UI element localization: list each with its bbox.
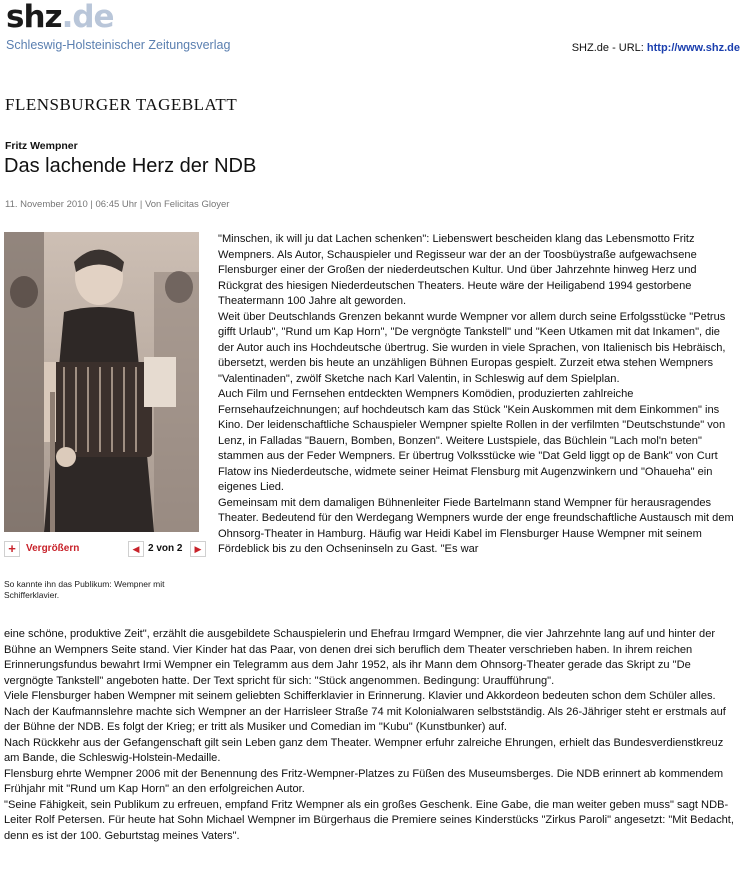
logo-main-text: shz (6, 0, 62, 35)
paragraph: Auch Film und Fernsehen entdeckten Wempners Komödien, produzierten zahlreiche Fernsehaufzeichnungen; auf hochdeutsch kam das Stück "Kein Auskommen mit dem Einkommen" ins Kino. Der leidenschaftliche Schauspieler Wempner spielte Rollen in der verfilmten "Deutschstunde" von Lenz, in Falladas "Bauern, Bomben, Bonzen". Weitere Lustspiele, das Büchlein "Lach mol'n beten" stammen aus der Feder Wempners. Er übertrug Volksstücke wie "Dat Geld liggt op de Bank" von Curt Flatow ins Niederdeutsche, widmete seiner Heimat Flensburg mit Augenzwinkern und "Ohaueha" ein eigenes Lied. (218, 388, 726, 493)
article-photo[interactable] (4, 232, 199, 532)
paragraph: Gemeinsam mit dem damaligen Bühnenleiter Fiede Bartelmann stand Wempner für herausragendes Theater. Bedeutend für den Werdegang Wempners wurde der enge freundschaftliche Austausch mit dem Ohnsorg-Theater in Hamburg. Häufig war Heidi Kabel im Flensburger Hause Wempner mit seinem Fördeblick bis zu den Ochseninseln zu Gast. "Es war (218, 496, 734, 555)
logo-tld-text: .de (61, 0, 114, 35)
logo-subtitle: Schleswig-Holsteinischer Zeitungsverlag (6, 38, 231, 52)
newspaper-name: FLENSBURGER TAGEBLATT (5, 95, 238, 114)
paragraph: Nach Rückkehr aus der Gefangenschaft gilt sein Leben ganz dem Theater. Wempner erfuhr zalreiche Ehrungen, erhielt das Bundesverdienstkreuz am Bande, die Schleswig-Holstein-Medaille. (4, 736, 724, 764)
site-info-prefix: SHZ.de - URL: (571, 42, 647, 54)
article-body-full (4, 627, 738, 844)
site-url-link[interactable]: http://www.shz.de (646, 42, 740, 54)
photo-controls (4, 540, 208, 558)
paragraph: eine schöne, produktive Zeit", erzählt die ausgebildete Schauspielerin und Ehefrau Irmgard Wempner, die vier Jahrzehnte lang auf und hinter der Bühne an Wempners Seite stand. Vier Kinder hat das Paar, von denen drei sich beruflich dem Theater verschrieben haben. In ihrem reichen Erinnerungsfundus bewahrt Irmi Wempner ein Telegramm aus dem Jahr 1952, als ihr Mann dem Ohnsorg-Theater gerade das Skript zu "De vergnögte Tankstell" angeboten hatte. Der Text spricht für sich: "Stück angenommen. Bedingung: Uraufführung". (4, 628, 716, 687)
accordion-player-photo (4, 232, 199, 532)
article-meta: 11. November 2010 | 06:45 Uhr | Von Felicitas Gloyer (5, 199, 230, 210)
article-body-side (218, 232, 738, 558)
article-topic: Fritz Wempner (5, 140, 78, 152)
site-info (572, 42, 740, 54)
plus-icon[interactable]: + (4, 541, 20, 557)
prev-image-button[interactable]: ◀ (128, 541, 144, 557)
article-headline: Das lachende Herz der NDB (4, 155, 257, 177)
site-header (0, 0, 742, 70)
paragraph: "Seine Fähigkeit, sein Publikum zu erfreuen, empfand Fritz Wempner als ein großes Geschenk. Eine Gabe, die man weiter geben muss" sagt NDB-Leiter Rolf Petersen. Für heute hat Sohn Michael Wempner im Bürgerhaus die Premiere seines Kinderstücks "Zirkus Paroli" angesetzt: "Mit Bedacht, denn es ist der 100. Geburtstag meines Vaters". (4, 798, 734, 842)
paragraph: Weit über Deutschlands Grenzen bekannt wurde Wempner vor allem durch seine Erfolgsstücke "Petrus gifft Urlaub", "Rund um Kap Horn", "De vergnögte Tankstell" und "Keen Utkamen mit dat Inkamen", die der Autor auch ins Hochdeutsche übertrug. Sie wurden in viele Sprachen, von Italienisch bis Hebräisch, übersetzt, werden bis heute an unzähligen Bühnen Europas gespielt. Zurzeit etwa stehen Wempners "Valentinaden", zwölf Sketche nach Karl Valentin, in Schleswig auf dem Spielplan. (218, 310, 726, 385)
enlarge-button[interactable]: Vergrößern (26, 543, 80, 554)
photo-caption: So kannte ihn das Publikum: Wempner mit Schifferklavier. (4, 579, 165, 600)
shz-logo[interactable] (6, 2, 114, 33)
image-page-indicator: 2 von 2 (148, 543, 183, 554)
paragraph: "Minschen, ik will ju dat Lachen schenken": Liebenswert bescheiden klang das Lebensmotto Fritz Wempners. Als Autor, Schauspieler und Regisseur war der an der Toosbüystraße aufgewachsene Flensburger einer der Großen der niederdeutschen Kultur. Und über Jahrzehnte hinweg Herz und Rückgrat des hiesigen Niederdeutschen Theaters. Heute wäre der Heiligabend 1994 gestorbene Theatermann 100 Jahre alt geworden. (218, 233, 697, 307)
paragraph: Viele Flensburger haben Wempner mit seinem geliebten Schifferklavier in Erinnerung. Klavier und Akkordeon bedeuten schon dem Schüler alles. Nach der Kaufmannslehre machte sich Wempner an der Harrisleer Straße 74 mit Kolonialwaren selbstständig. Als 26-Jähriger steht er erstmals auf der Bühne der NDB. Es folgt der Krieg; er tritt als Musiker und Comedian im "Kubu" (Kunstbunker) auf. (4, 690, 726, 733)
next-image-button[interactable]: ▶ (190, 541, 206, 557)
paragraph: Flensburg ehrte Wempner 2006 mit der Benennung des Fritz-Wempner-Platzes zu Füßen des Museumsberges. Die NDB erinnert ab kommendem Frühjahr mit "Rund um Kap Horn" an den erfolgreichen Autor. (4, 767, 724, 795)
